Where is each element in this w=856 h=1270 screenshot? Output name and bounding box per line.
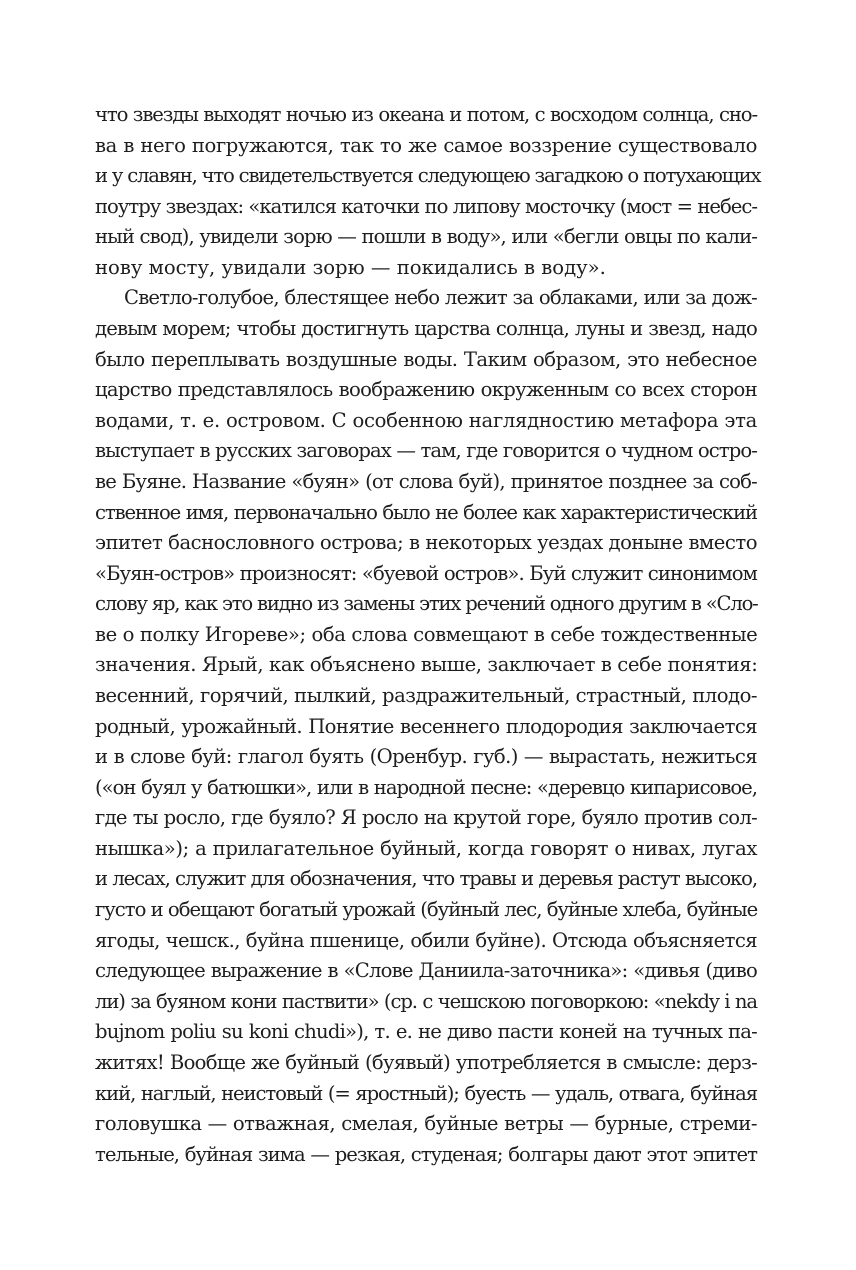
text-line: весенний, горячий, пылкий, раздражительный, страстный, плодо-	[95, 683, 757, 707]
text-line: ный свод), увидели зорю — пошли в воду», или «бегли овцы по кали-	[95, 225, 757, 249]
text-line: «Буян-остров» произносят: «буевой остров». Буй служит синонимом	[95, 561, 757, 585]
text-line: кий, наглый, неистовый (= яростный); буесть — удаль, отвага, буйная	[95, 1081, 757, 1105]
text-line: слову яр, как это видно из замены этих речений одного другим в «Сло-	[95, 592, 758, 616]
text-line: родный, урожайный. Понятие весеннего плодородия заключается	[95, 714, 757, 738]
text-line: и в слове буй: глагол буять (Оренбур. губ.) — вырастать, нежиться	[95, 745, 757, 769]
text-line: девым морем; чтобы достигнуть царства солнца, луны и звезд, надо	[95, 317, 757, 341]
text-line: тельные, буйная зима — резкая, студеная; болгары дают этот эпитет	[95, 1142, 757, 1166]
text-line: где ты росло, где буяло? Я росло на крутой горе, буяло против сол-	[95, 806, 757, 830]
text-line: нышка»); а прилагательное буйный, когда говорят о нивах, лугах	[95, 836, 757, 860]
body-text	[95, 100, 761, 1170]
text-line: ягоды, чешск., буйна пшенице, обили буйне). Отсюда объясняется	[95, 928, 757, 952]
text-line: ве о полку Игореве»; оба слова совмещают в себе тождественные	[95, 622, 758, 646]
text-line: ве Буяне. Название «буян» (от слова буй), принятое позднее за соб-	[95, 469, 757, 493]
paragraph	[95, 283, 757, 1170]
text-line: поутру звездах: «катился каточки по липову мосточку (мост = небес-	[95, 194, 757, 218]
text-line: нову мосту, увидали зорю — покидались в воду».	[95, 255, 606, 279]
text-line: ва в него погружаются, так то же самое воззрение существовало	[95, 133, 757, 157]
text-line: житях! Вообще же буйный (буявый) употребляется в смысле: дерз-	[95, 1050, 757, 1074]
text-line: ственное имя, первоначально было не более как характеристический	[95, 500, 757, 524]
text-line: следующее выражение в «Слове Даниила-заточника»: «дивья (диво	[95, 959, 757, 983]
text-line: и лесах, служит для обозначения, что травы и деревья растут высоко,	[95, 867, 757, 891]
text-line: густо и обещают богатый урожай (буйный лес, буйные хлеба, буйные	[95, 898, 758, 922]
text-line: что звезды выходят ночью из океана и потом, с восходом солнца, сно-	[95, 103, 757, 126]
text-line: значения. Ярый, как объяснено выше, заключает в себе понятия:	[95, 653, 758, 677]
text-line: водами, т. е. островом. С особенною наглядностию метафора эта	[95, 408, 757, 432]
text-line: царство представлялось воображению окруженным со всех сторон	[95, 378, 757, 402]
paragraph	[95, 100, 761, 283]
text-line: выступает в русских заговорах — там, где говорится о чудном остро-	[95, 439, 757, 463]
text-line: эпитет баснословного острова; в некоторых уездах доныне вместо	[95, 531, 757, 555]
text-line: было переплывать воздушные воды. Таким образом, это небесное	[95, 347, 757, 371]
text-line: («он буял у батюшки», или в народной песне: «деревцо кипарисовое,	[95, 775, 757, 799]
text-line: bujnom poliu su koni chudi»), т. е. не диво пасти коней на тучных па-	[95, 1020, 757, 1044]
text-line: ли) за буяном кони паствити» (ср. с чешскою поговоркою: «nekdy i na	[95, 989, 757, 1013]
text-line: головушка — отважная, смелая, буйные ветры — бурные, стреми-	[95, 1112, 757, 1136]
text-line: Светло-голубое, блестящее небо лежит за облаками, или за дож-	[124, 286, 757, 310]
text-line: и у славян, что свидетельствуется следующею загадкою о потухающих	[95, 164, 761, 188]
